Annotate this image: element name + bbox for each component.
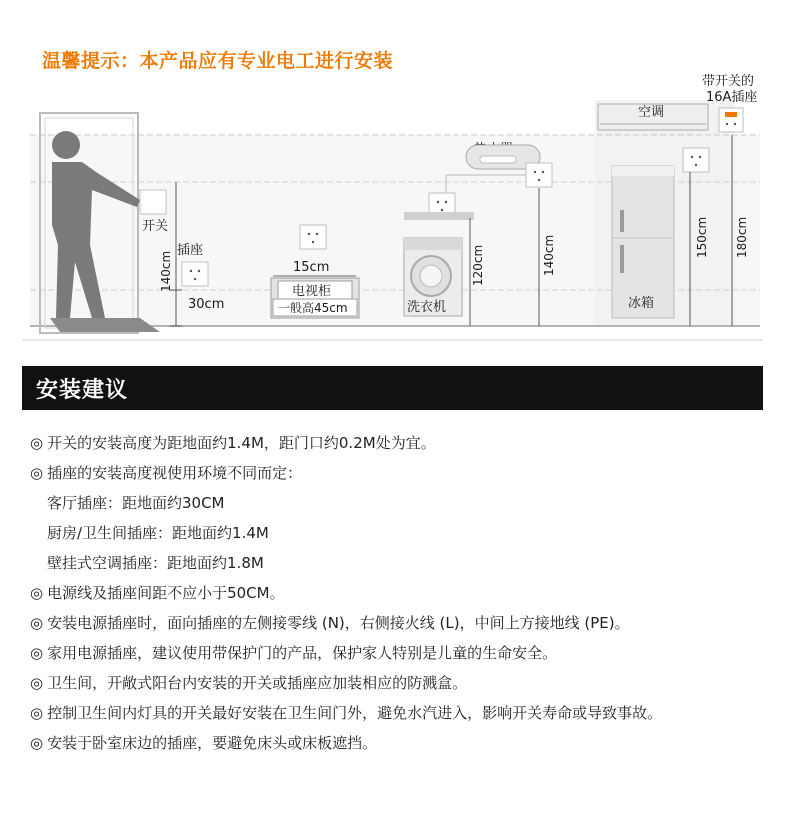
tip-text: 电源线及插座间距不应小于50CM。	[47, 584, 285, 602]
fridge-socket	[683, 148, 709, 172]
washer-label: 洗衣机	[407, 300, 447, 315]
section-header	[22, 366, 763, 410]
tip-text: 客厅插座：距地面约30CM	[47, 494, 225, 512]
tv-cabinet-label: 电视柜	[292, 284, 332, 299]
tip-text: 安装电源插座时，面向插座的左侧接零线 (N)，右侧接火线 (L)，中间上方接地线 (PE)。	[47, 614, 630, 632]
tip-text: 安装于卧室床边的插座，要避免床头或床板遮挡。	[47, 734, 378, 752]
tip-item	[30, 428, 662, 458]
tip-item	[30, 458, 662, 488]
bullet-icon: ◎	[30, 644, 44, 662]
ac-height-label: 180cm	[735, 216, 749, 258]
tv-height-label: 15cm	[293, 260, 330, 275]
tip-text: 控制卫生间内灯具的开关最好安装在卫生间门外，避免水汽进入，影响开关寿命或导致事故。	[47, 704, 663, 722]
height-140-label: 140cm	[159, 250, 173, 292]
ac-socket-label-2: 16A插座	[706, 90, 758, 105]
fridge-label: 冰箱	[628, 296, 655, 311]
bullet-icon: ◎	[30, 464, 44, 482]
tip-item	[30, 608, 662, 638]
tv-socket	[300, 225, 326, 249]
tv-cabinet-note: 一般高45cm	[278, 301, 348, 315]
tip-sub-item	[30, 488, 662, 518]
tip-item	[30, 578, 662, 608]
bullet-icon: ◎	[30, 584, 44, 602]
bullet-icon: ◎	[30, 434, 44, 452]
low-socket	[182, 262, 208, 286]
section-title: 安装建议	[36, 378, 129, 403]
warning-text: 温馨提示：本产品应有专业电工进行安装	[42, 50, 394, 72]
tip-item	[30, 638, 662, 668]
ac-socket-label-1: 带开关的	[702, 74, 755, 89]
heater-height-label: 140cm	[542, 234, 556, 276]
tip-text: 壁挂式空调插座：距地面约1.8M	[47, 554, 264, 572]
tip-text: 厨房/卫生间插座：距地面约1.4M	[47, 524, 269, 542]
tip-text: 卫生间，开敞式阳台内安装的开关或插座应加装相应的防溅盒。	[47, 674, 468, 692]
tip-text: 插座的安装高度视使用环境不同而定：	[47, 464, 303, 482]
bullet-icon: ◎	[30, 734, 44, 752]
switch-label: 开关	[142, 219, 169, 234]
tip-item	[30, 728, 662, 758]
fridge-height-label: 150cm	[695, 216, 709, 258]
washer-height-label: 120cm	[471, 244, 485, 286]
bullet-icon: ◎	[30, 614, 44, 632]
bullet-icon: ◎	[30, 674, 44, 692]
socket-label: 插座	[177, 243, 204, 258]
installation-height-diagram	[0, 60, 790, 350]
ac-socket	[719, 108, 743, 132]
tip-text: 开关的安装高度为距地面约1.4M，距门口约0.2M处为宜。	[47, 434, 436, 452]
tip-sub-item	[30, 548, 662, 578]
ac-label: 空调	[638, 105, 665, 120]
light-switch	[140, 190, 166, 214]
height-30-label: 30cm	[188, 297, 225, 312]
tip-item	[30, 698, 662, 728]
heater-socket	[526, 163, 552, 187]
tip-text: 家用电源插座，建议使用带保护门的产品，保护家人特别是儿童的生命安全。	[47, 644, 558, 662]
tip-sub-item	[30, 518, 662, 548]
bullet-icon: ◎	[30, 704, 44, 722]
tip-item	[30, 668, 662, 698]
tips-list	[30, 428, 662, 758]
